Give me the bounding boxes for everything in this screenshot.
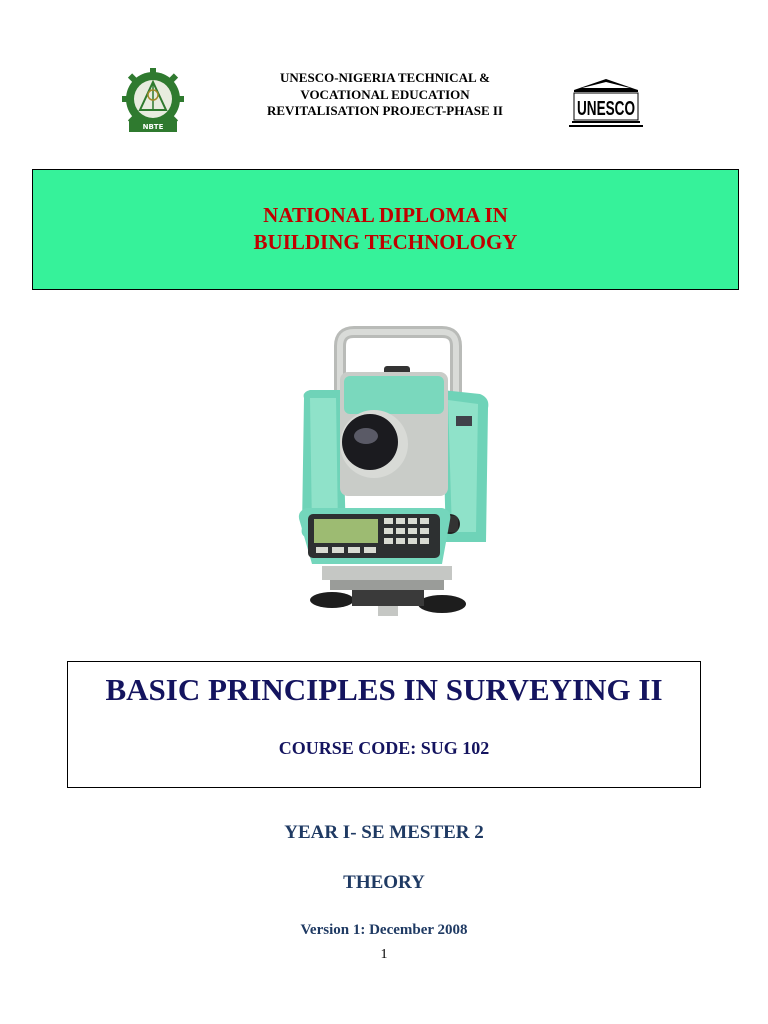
course-code: COURSE CODE: SUG 102 [278,738,490,758]
course-type: THEORY [343,872,425,893]
programme-line-2: BUILDING TECHNOLOGY [253,230,518,254]
course-title: BASIC PRINCIPLES IN SURVEYING II [105,672,663,707]
programme-banner [32,169,739,290]
unesco-logo-text: UNESCO [577,98,635,120]
document-header [0,0,768,160]
total-station-instrument-icon [292,328,502,624]
nbte-logo-text: NBTE [142,123,164,131]
course-title-box [67,661,701,788]
project-title [240,70,530,120]
nbte-gear-logo-icon [120,68,186,134]
project-title-line-3: REVITALISATION PROJECT-PHASE II [267,103,503,118]
project-title-line-2: VOCATIONAL EDUCATION [300,86,470,102]
page-number: 1 [380,947,388,962]
year-semester: YEAR I- SE MESTER 2 [284,822,484,843]
programme-line-1: NATIONAL DIPLOMA IN [263,203,508,227]
project-title-line-1: UNESCO-NIGERIA TECHNICAL & [280,70,490,85]
unesco-temple-logo-icon [568,78,644,130]
version-date: Version 1: December 2008 [300,922,468,938]
